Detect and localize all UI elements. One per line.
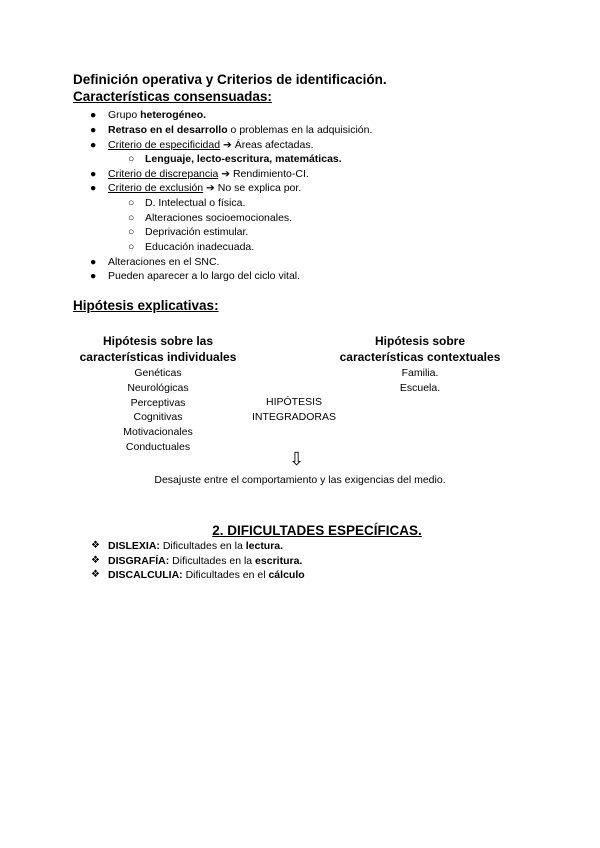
bullet-icon: ● (90, 182, 97, 194)
difficulty-term: DISCALCULIA: (108, 569, 183, 581)
contextual-title-line: características contextuales (339, 350, 501, 364)
list-item-bold: Retraso en el desarrollo (108, 124, 228, 136)
difficulty-term: DISLEXIA: (108, 540, 160, 552)
bullet-icon: ● (90, 270, 97, 282)
section2-heading: 2. DIFICULTADES ESPECÍFICAS. (212, 523, 422, 538)
list-item-text: o problemas en la adquisición. (227, 124, 373, 136)
individual-title-line: Hipótesis sobre las (102, 334, 214, 348)
bullet-icon: ● (90, 256, 97, 268)
conclusion-text: Desajuste entre el comportamiento y las exigencias del medio. (154, 474, 446, 486)
difficulty-item (108, 569, 305, 581)
circle-bullet-icon: ○ (128, 226, 135, 238)
circle-bullet-icon: ○ (128, 197, 135, 209)
list-item (108, 182, 301, 194)
list-item-underlined: Criterio de discrepancia (108, 168, 219, 180)
diamond-bullet-icon: ❖ (91, 555, 100, 566)
integrative-hypotheses (224, 395, 364, 425)
bullet-icon: ● (90, 168, 97, 180)
sub-list-item: Deprivación estimular. (145, 226, 249, 238)
list-item: Pueden aparecer a lo largo del ciclo vital. (108, 270, 301, 282)
integrative-line: HIPÓTESIS (265, 396, 322, 408)
list-item (108, 139, 314, 151)
diamond-bullet-icon: ❖ (91, 569, 100, 580)
sub-list-item: Lenguaje, lecto-escritura, matemáticas. (145, 153, 342, 165)
list-item (108, 109, 206, 121)
bullet-icon: ● (90, 124, 97, 136)
contextual-hypotheses-list (325, 366, 515, 396)
diamond-bullet-icon: ❖ (91, 540, 100, 551)
individual-title-line: características individuales (79, 350, 237, 364)
individual-item: Motivacionales (123, 426, 193, 439)
difficulty-bold: escritura. (255, 555, 303, 567)
section-subtitle: Características consensuadas: (73, 89, 272, 104)
contextual-item: Escuela. (399, 381, 441, 394)
sub-list-item: Alteraciones socioemocionales. (145, 212, 293, 224)
difficulty-bold: lectura. (245, 540, 284, 552)
integrative-line: INTEGRADORAS (251, 410, 336, 423)
individual-item: Genéticas (134, 367, 182, 379)
page-title: Definición operativa y Criterios de identificación. (73, 72, 387, 87)
individual-item: Neurológicas (127, 381, 189, 394)
down-arrow-icon: ⇩ (289, 449, 305, 469)
contextual-hypotheses-title (325, 333, 515, 365)
circle-bullet-icon: ○ (128, 153, 135, 165)
difficulty-text: Dificultades en el (182, 569, 269, 581)
difficulty-text: Dificultades en la (159, 540, 246, 552)
list-item: Alteraciones en el SNC. (108, 256, 220, 268)
list-item (108, 124, 372, 136)
list-item-underlined: Criterio de especificidad (108, 139, 221, 151)
difficulty-bold: cálculo (268, 569, 305, 581)
difficulty-item (108, 540, 283, 552)
contextual-title-line: Hipótesis sobre (374, 334, 466, 348)
difficulty-text: Dificultades en la (169, 555, 256, 567)
list-item-text: ➔ No se explica por. (203, 182, 302, 194)
hypotheses-heading: Hipótesis explicativas: (73, 298, 219, 313)
individual-item: Conductuales (125, 440, 191, 453)
list-item-underlined: Criterio de exclusión (108, 182, 204, 194)
individual-item: Cognitivas (133, 411, 183, 424)
bullet-icon: ● (90, 109, 97, 121)
list-item-text: ➔ Rendimiento-CI. (218, 168, 309, 180)
contextual-item: Familia. (401, 367, 439, 379)
individual-hypotheses-title (55, 333, 261, 365)
sub-list-item: D. Intelectual o física. (145, 197, 246, 209)
list-item-text: Grupo (108, 109, 141, 121)
circle-bullet-icon: ○ (128, 241, 135, 253)
sub-list-item: Educación inadecuada. (145, 241, 255, 253)
difficulty-term: DISGRAFÍA: (108, 555, 170, 567)
list-item-text: ➔ Áreas afectadas. (220, 139, 314, 151)
difficulty-item (108, 555, 302, 567)
list-item (108, 168, 309, 180)
bullet-icon: ● (90, 139, 97, 151)
circle-bullet-icon: ○ (128, 212, 135, 224)
individual-item: Perceptivas (130, 396, 186, 409)
list-item-bold: heterogéneo. (140, 109, 207, 121)
